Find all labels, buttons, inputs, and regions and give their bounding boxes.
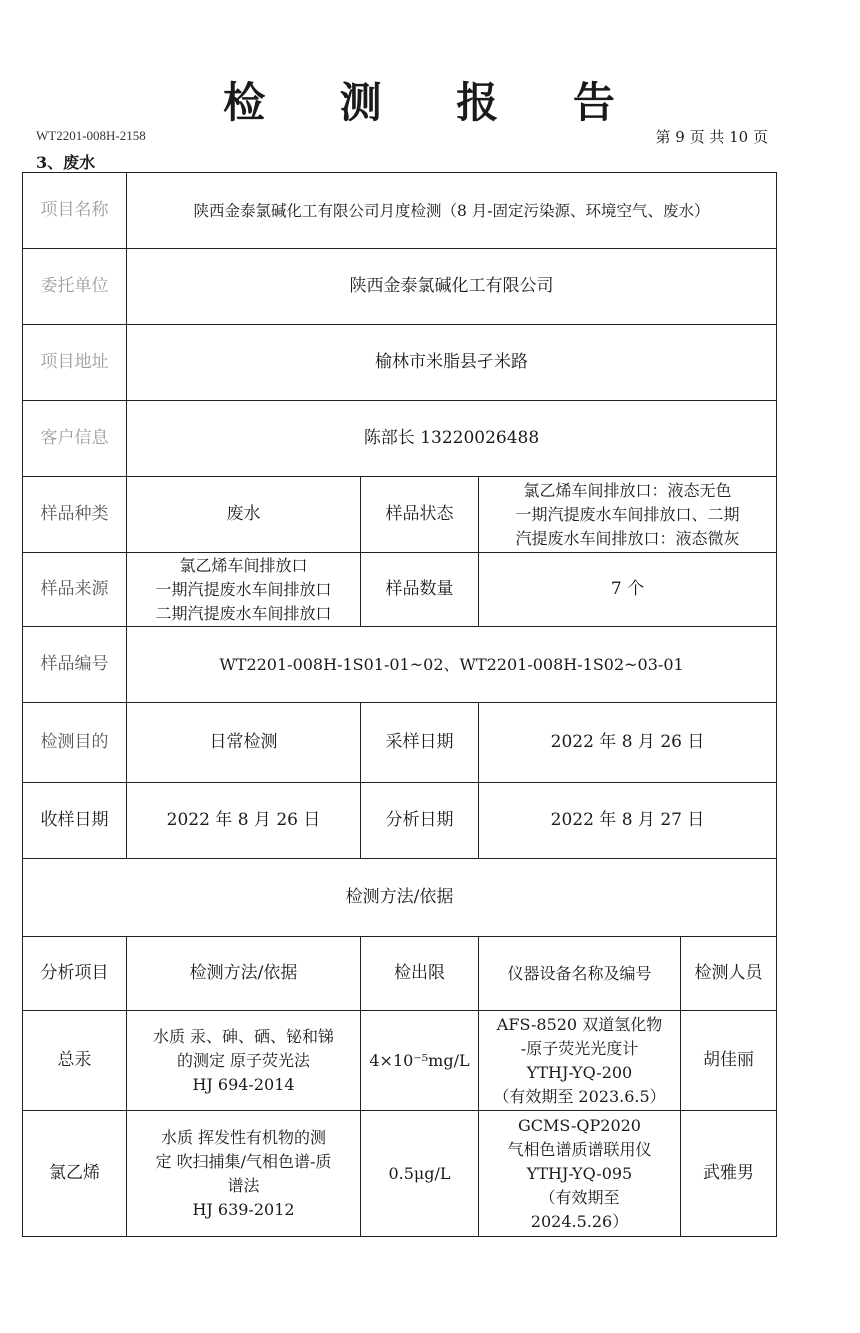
sample-source-line: 一期汽提废水车间排放口 <box>155 579 332 599</box>
analysis-item: 氯乙烯 <box>23 1111 127 1237</box>
methods-header-row <box>23 937 777 1011</box>
instrument-line: GCMS-QP2020 <box>518 1115 641 1135</box>
method-line: 水质 挥发性有机物的测 <box>160 1127 327 1147</box>
page-info: 第 9 页 共 10 页 <box>655 128 768 146</box>
instrument-line: 2024.5.26） <box>530 1211 629 1231</box>
sample-count-label: 样品数量 <box>361 553 479 627</box>
sample-state-line: 汽提废水车间排放口：液态微灰 <box>515 528 740 548</box>
customer-value: 陈部长 13220026488 <box>127 401 777 477</box>
report-title: 检 测 报 告 <box>223 78 645 127</box>
address-label: 项目地址 <box>23 325 127 401</box>
instrument-line: （有效期至 <box>539 1187 620 1207</box>
instrument-cell <box>479 1111 681 1237</box>
sample-source-value <box>127 553 361 627</box>
sample-type-label: 样品种类 <box>23 477 127 553</box>
column-header: 检测人员 <box>681 937 777 1011</box>
sample-source-line: 氯乙烯车间排放口 <box>179 555 308 575</box>
purpose-label: 检测目的 <box>23 703 127 783</box>
row-address <box>23 325 777 401</box>
table-row <box>23 1011 777 1111</box>
sample-count-value: 7 个 <box>479 553 777 627</box>
row-sample-source <box>23 553 777 627</box>
method-line: 水质 汞、砷、硒、铋和锑 <box>152 1026 335 1046</box>
analyst: 武雅男 <box>681 1111 777 1237</box>
instrument-line: AFS-8520 双道氢化物 <box>496 1014 663 1034</box>
method-cell <box>127 1011 361 1111</box>
project-name-value: 陕西金泰氯碱化工有限公司月度检测（8 月-固定污染源、环境空气、废水） <box>127 173 777 249</box>
method-line: 谱法 <box>227 1175 260 1195</box>
analyst: 胡佳丽 <box>681 1011 777 1111</box>
address-value: 榆林市米脂县孑米路 <box>127 325 777 401</box>
row-sample-type <box>23 477 777 553</box>
method-cell <box>127 1111 361 1237</box>
column-header: 分析项目 <box>23 937 127 1011</box>
table-row <box>23 1111 777 1237</box>
instrument-line: -原子荧光光度计 <box>520 1038 639 1058</box>
instrument-line: 气相色谱质谱联用仪 <box>507 1139 652 1159</box>
client-label: 委托单位 <box>23 249 127 325</box>
sample-source-label: 样品来源 <box>23 553 127 627</box>
row-client <box>23 249 777 325</box>
column-header: 检出限 <box>361 937 479 1011</box>
report-number: WT2201-008H-2158 <box>36 128 146 143</box>
sample-id-value: WT2201-008H-1S01-01~02、WT2201-008H-1S02~03-01 <box>127 627 777 703</box>
detection-limit: 0.5μg/L <box>361 1111 479 1237</box>
purpose-value: 日常检测 <box>127 703 361 783</box>
analysis-date-label: 分析日期 <box>361 783 479 859</box>
receive-date-value: 2022 年 8 月 26 日 <box>127 783 361 859</box>
row-methods-heading <box>23 859 777 937</box>
row-project-name <box>23 173 777 249</box>
project-name-label: 项目名称 <box>23 173 127 249</box>
sampling-date-value: 2022 年 8 月 26 日 <box>479 703 777 783</box>
row-receive-date <box>23 783 777 859</box>
method-line: 定 吹扫捕集/气相色谱-质 <box>155 1151 332 1171</box>
analysis-item: 总汞 <box>23 1011 127 1111</box>
method-line: HJ 694-2014 <box>192 1074 295 1094</box>
sample-source-line: 二期汽提废水车间排放口 <box>155 603 332 623</box>
detection-limit: 4×10⁻⁵mg/L <box>361 1011 479 1111</box>
instrument-cell <box>479 1011 681 1111</box>
method-line: 的测定 原子荧光法 <box>176 1050 311 1070</box>
sample-state-label: 样品状态 <box>361 477 479 553</box>
report-table <box>22 172 777 1237</box>
sampling-date-label: 采样日期 <box>361 703 479 783</box>
instrument-line: YTHJ-YQ-095 <box>526 1163 633 1183</box>
sample-state-value <box>479 477 777 553</box>
customer-label: 客户信息 <box>23 401 127 477</box>
receive-date-label: 收样日期 <box>23 783 127 859</box>
analysis-date-value: 2022 年 8 月 27 日 <box>479 783 777 859</box>
row-purpose <box>23 703 777 783</box>
sample-type-value: 废水 <box>127 477 361 553</box>
sample-id-label: 样品编号 <box>23 627 127 703</box>
sample-state-line: 氯乙烯车间排放口：液态无色 <box>523 480 732 500</box>
methods-heading: 检测方法/依据 <box>23 859 777 937</box>
instrument-line: YTHJ-YQ-200 <box>526 1062 633 1082</box>
client-value: 陕西金泰氯碱化工有限公司 <box>127 249 777 325</box>
column-header: 仪器设备名称及编号 <box>479 937 681 1011</box>
section-heading: 3、废水 <box>36 153 96 172</box>
row-customer <box>23 401 777 477</box>
row-sample-id <box>23 627 777 703</box>
instrument-line: （有效期至 2023.6.5） <box>493 1086 666 1106</box>
column-header: 检测方法/依据 <box>127 937 361 1011</box>
method-line: HJ 639-2012 <box>192 1199 295 1219</box>
sample-state-line: 一期汽提废水车间排放口、二期 <box>515 504 740 524</box>
